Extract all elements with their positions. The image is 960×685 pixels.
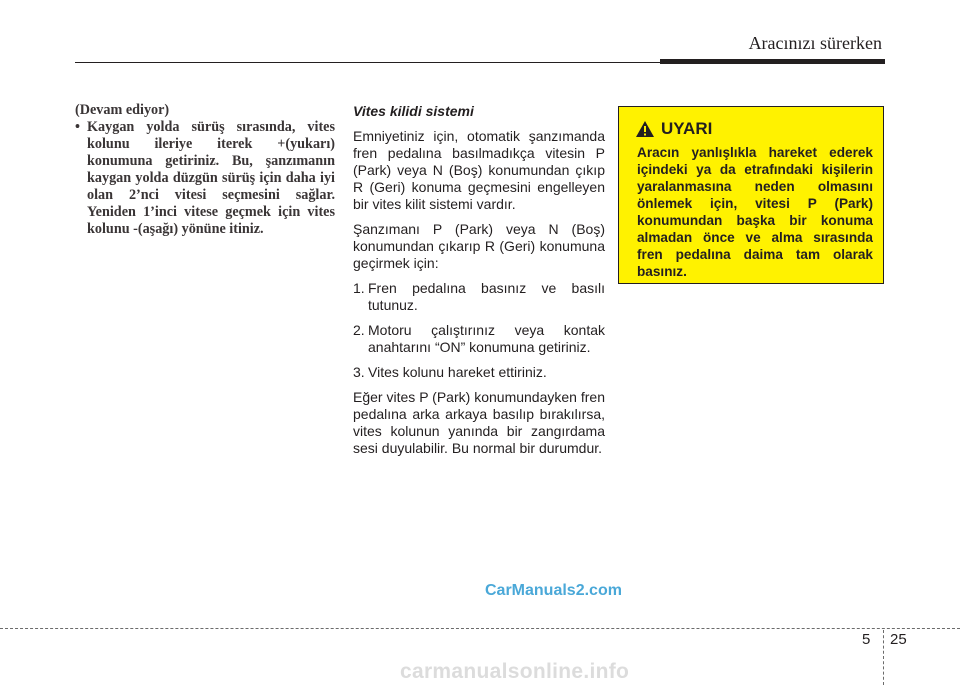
warning-header [635, 119, 873, 139]
page-number-divider [883, 630, 884, 685]
step-number: 3. [353, 364, 365, 380]
step-text: Vites kolunu hareket ettiriniz. [368, 364, 547, 380]
watermark-link[interactable]: CarManuals2.com [485, 582, 622, 599]
warning-text: Aracın yanlışlıkla hareket ederek içindeki ya da etrafındaki kişilerin yaralanmasına neden olmasını önlemek için, vitesi P (Park) konumundan başka bir konuma almadan önce ve alma sırasında fren pedalına daima tam olarak basınız. [637, 145, 873, 279]
section-number: 5 [862, 631, 871, 648]
step-item [353, 322, 605, 356]
note-paragraph: Eğer vites P (Park) konumundayken fren pedalına arka arkaya basılıp bırakılırsa, vites kolunun yanında bir zangırdama sesi duyulabilir. Bu normal bir durumdur. [353, 389, 605, 456]
step-number: 1. [353, 280, 365, 296]
steps-intro: Şanzımanı P (Park) veya N (Boş) konumundan çıkarıp R (Geri) konumuna geçirmek için: [353, 221, 605, 271]
step-item [353, 280, 605, 314]
intro-paragraph: Emniyetiniz için, otomatik şanzımanda fren pedalına basılmadıkça vitesin P (Park) veya N (Boş) konumundan çıkıp R (Geri) konuma geçmesini engelleyen bir vites kilit sistemi vardır. [353, 128, 605, 212]
warning-triangle-icon [635, 120, 655, 138]
step-text: Motoru çalıştırınız veya kontak anahtarını “ON” konumuna getiriniz. [368, 322, 605, 355]
left-column [75, 102, 335, 238]
header-rule-thin [75, 62, 660, 63]
middle-column [353, 103, 605, 465]
step-number: 2. [353, 322, 365, 338]
warning-box [618, 106, 884, 284]
warning-title: UYARI [661, 119, 713, 138]
step-text: Fren pedalına basınız ve basılı tutunuz. [368, 280, 605, 313]
continued-label: (Devam ediyor) [75, 102, 170, 118]
footer-site-watermark: carmanualsonline.info [400, 660, 630, 683]
bullet-dot-icon: • [75, 119, 80, 135]
step-item [353, 364, 605, 381]
page-header-title: Aracınızı sürerken [748, 33, 882, 53]
bullet-text: Kaygan yolda sürüş sırasında, vites kolunu ileriye iterek +(yukarı) konumuna getiriniz. Bu, şanzımanın kaygan yolda düzgün sürüş için daha iyi olan 2’nci vitesi seçmesini sağlar. Yeniden 1’inci vitese geçmek için vites kolunu -(aşağı) yönüne itiniz. [87, 119, 335, 237]
section-heading: Vites kilidi sistemi [353, 103, 474, 119]
page-number: 25 [890, 631, 907, 648]
header-rule-thick [660, 59, 885, 64]
bullet-item [75, 119, 335, 238]
footer-dashed-rule [0, 628, 960, 629]
